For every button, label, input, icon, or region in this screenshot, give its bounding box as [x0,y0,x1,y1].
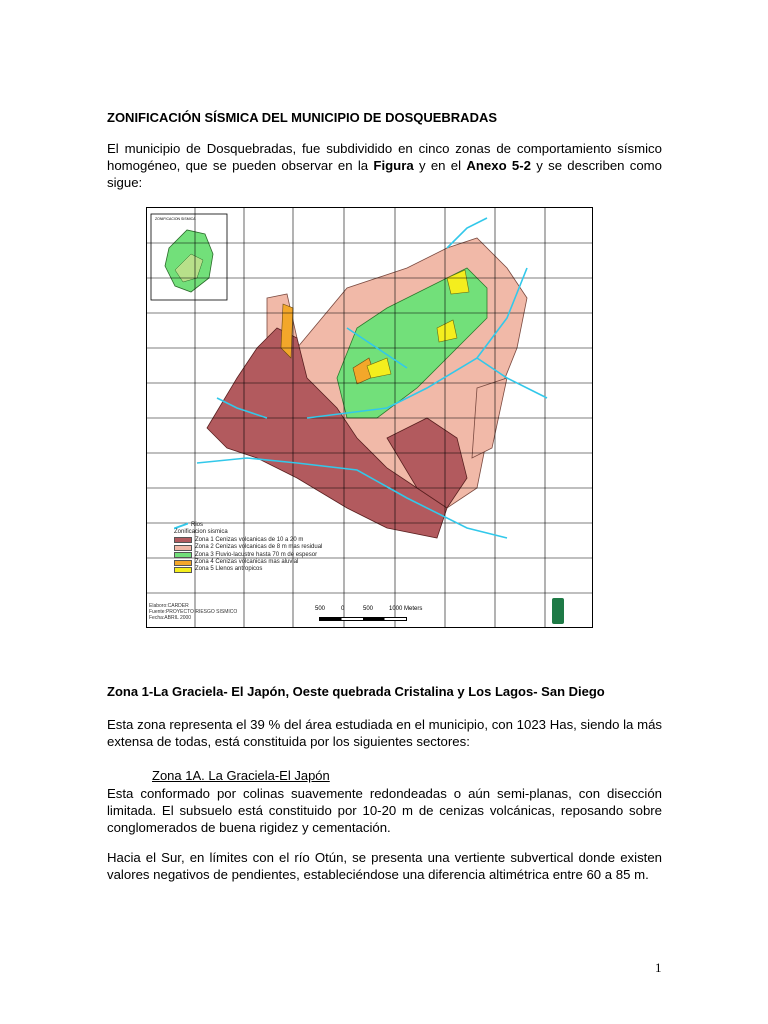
zone3-swatch [174,552,192,558]
map-legend [174,522,322,574]
zone1-heading: Zona 1-La Graciela- El Japón, Oeste quebrada Cristalina y Los Lagos- San Diego [107,684,605,699]
annex-reference: Anexo 5-2 [466,158,531,173]
map-credits [149,603,237,621]
legend-item [174,559,322,566]
figure-reference: Figura [373,158,414,173]
institution-logo [552,598,564,624]
scale-label: 500 [315,606,326,612]
zone1a-paragraph: Esta conformado por colinas suavemente redondeadas o aún semi-planas, con disección limitada. El subsuelo está constituido por 10-20 m de cenizas volcánicas, reposando sobre conglomerados de buena rigidez y cementación. [107,786,662,835]
legend-item [174,552,322,559]
scale-label: 1000 Meters [389,606,423,612]
legend-item-label: Zona 4 Cenizas volcanicas mas aluvial [195,558,299,565]
zone2-swatch [174,545,192,551]
legend-item-label: Zona 3 Fluvio-lacustre hasta 70 m de espesor [195,551,318,558]
scale-bar [315,606,445,626]
credit-line: Fecha:ABRIL 2000 [149,615,192,621]
legend-item-label: Zona 2 Cenizas volcanicas de 8 m mas residual [195,544,323,551]
intro-text-3: y se describen como sigue: [107,158,663,190]
legend-item [174,537,322,544]
inset-label: ZONIFICACION SISMICA [155,217,196,221]
south-paragraph: Hacia el Sur, en límites con el río Otún, se presenta una vertiente subvertical donde existen valores negativos de pendientes, estableciéndose una diferencia altimétrica entre 60 a 85 m. [107,850,662,882]
seismic-zoning-map [146,207,593,628]
legend-rivers-label: Rios [191,522,204,528]
intro-paragraph [107,140,662,191]
legend-heading: Zonificacion sismica [174,529,228,536]
legend-item [174,544,322,551]
credit-line: Elaboro:CARDER [149,603,189,609]
legend-item [174,566,322,573]
scale-label: 0 [341,606,345,612]
scale-bar-graphic [319,617,407,621]
scale-label: 500 [363,606,374,612]
page-title: ZONIFICACIÓN SÍSMICA DEL MUNICIPIO DE DOSQUEBRADAS [107,110,498,125]
zone1-swatch [174,537,192,543]
page-number: 1 [655,960,662,975]
credit-line: Fuente:PROYECTO RIESGO SISMICO [149,609,238,615]
legend-item-label: Zona 5 Llenos antropicos [195,566,263,573]
intro-text-1: El municipio de Dosquebradas, fue subdividido en cinco zonas de comportamiento sísmico homogéneo, que se pueden observar en la [107,141,662,173]
legend-rivers [174,522,322,529]
zone1-paragraph: Esta zona representa el 39 % del área estudiada en el municipio, con 1023 Has, siendo la más extensa de todas, está constituida por los siguientes sectores: [107,717,662,749]
intro-text-2: y en el [413,158,467,173]
zone1a-subheading: Zona 1A. La Graciela-El Japón [152,768,330,783]
legend-item-label: Zona 1 Cenizas volcanicas de 10 a 20 m [195,536,304,543]
zone4-patch [281,304,293,358]
zone4-swatch [174,560,192,566]
river-icon [174,523,188,529]
zone5-swatch [174,567,192,573]
